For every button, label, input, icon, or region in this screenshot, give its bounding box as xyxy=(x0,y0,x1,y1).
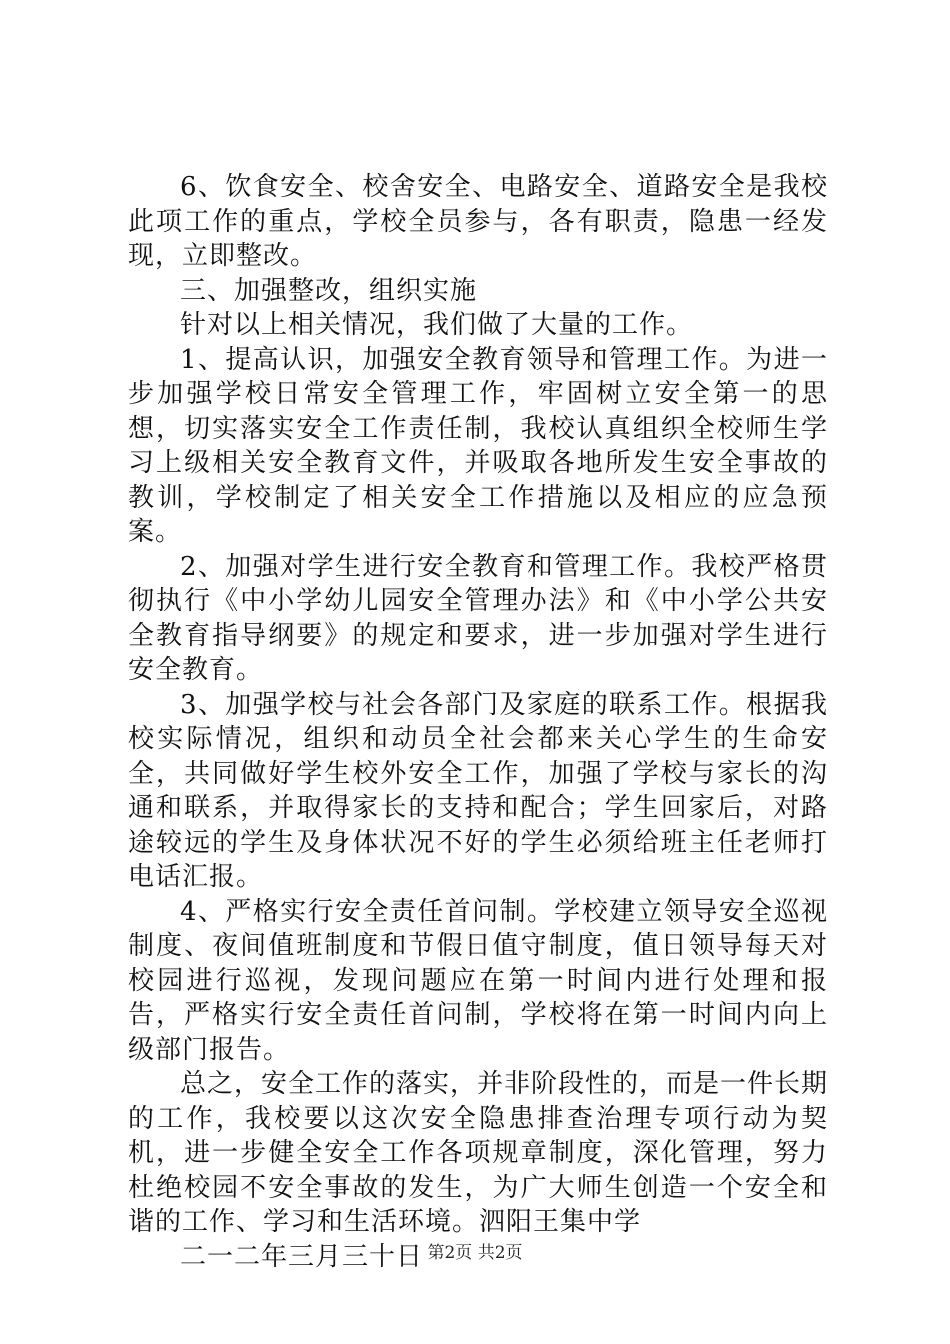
document-body xyxy=(128,170,828,1274)
paragraph-measure-1: 1、提高认识，加强安全教育领导和管理工作。为进一步加强学校日常安全管理工作，牢固树立安全第一的思想，切实落实安全工作责任制，我校认真组织全校师生学习上级相关安全教育文件，并吸取各地所发生安全事故的教训，学校制定了相关安全工作措施以及相应的应急预案。 xyxy=(128,344,828,547)
page-footer xyxy=(0,1242,950,1264)
paragraph-intro: 针对以上相关情况，我们做了大量的工作。 xyxy=(180,310,694,340)
paragraph-measure-2: 2、加强对学生进行安全教育和管理工作。我校严格贯彻执行《中小学幼儿园安全管理办法》和《中小学公共安全教育指导纲要》的规定和要求，进一步加强对学生进行安全教育。 xyxy=(128,551,828,685)
document-date: 二一二年三月三十日 xyxy=(180,1241,424,1272)
section-heading: 三、加强整改，组织实施 xyxy=(180,275,478,306)
paragraph-measure-4: 4、严格实行安全责任首问制。学校建立领导安全巡视制度、夜间值班制度和节假日值守制度，值日领导每天对校园进行巡视，发现问题应在第一时间内进行处理和报告，严格实行安全责任首问制，学校将在第一时间内向上级部门报告。 xyxy=(128,896,828,1065)
paragraph-measure-3: 3、加强学校与社会各部门及家庭的联系工作。根据我校实际情况，组织和动员全社会都来关心学生的生命安全，共同做好学生校外安全工作，加强了学校与家长的沟通和联系，并取得家长的支持和配合；学生回家后，对路途较远的学生及身体状况不好的学生必须给班主任老师打电话汇报。 xyxy=(128,689,828,892)
page-number-label: 第2页 共2页 xyxy=(427,1243,523,1263)
paragraph-conclusion: 总之，安全工作的落实，并非阶段性的，而是一件长期的工作，我校要以这次安全隐患排查治理专项行动为契机，进一步健全安全工作各项规章制度，深化管理，努力杜绝校园不安全事故的发生，为广大师生创造一个安全和谐的工作、学习和生活环境。泗阳王集中学 xyxy=(128,1069,829,1237)
paragraph-item-6: 6、饮食安全、校舍安全、电路安全、道路安全是我校此项工作的重点，学校全员参与，各有职责，隐患一经发现，立即整改。 xyxy=(128,172,828,271)
